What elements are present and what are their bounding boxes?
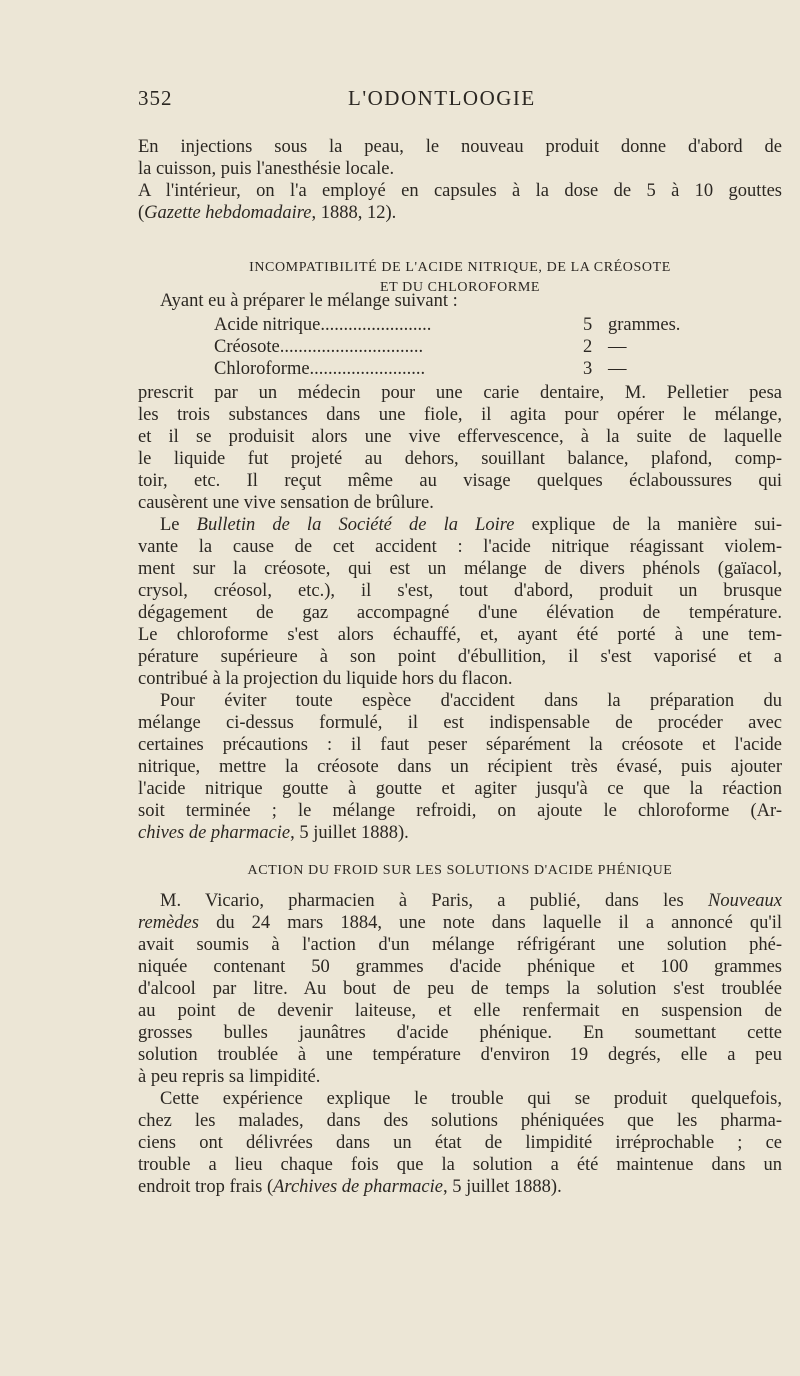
- recipe-unit: —: [608, 337, 627, 357]
- recipe-ingredient: Créosote...............................: [214, 337, 424, 357]
- text-line: Le Bulletin de la Société de la Loire explique de la manière sui-: [160, 515, 782, 535]
- recipe-intro: Ayant eu à préparer le mélange suivant :: [160, 291, 458, 311]
- text-line: soit terminée ; le mélange refroidi, on ajoute le chloroforme (Ar-: [138, 801, 782, 821]
- text-line: et il se produisit alors une vive effervescence, à la suite de laquelle: [138, 427, 782, 447]
- text-line: trouble a lieu chaque fois que la solution a été maintenue dans un: [138, 1155, 782, 1175]
- text-line: ciens ont délivrées dans un état de limpidité irréprochable ; ce: [138, 1133, 782, 1153]
- text-line: d'alcool par litre. Au bout de peu de temps la solution s'est troublée: [138, 979, 782, 999]
- text-line: les trois substances dans une fiole, il agita pour opérer le mélange,: [138, 405, 782, 425]
- text-line: mélange ci-dessus formulé, il est indispensable de procéder avec: [138, 713, 782, 733]
- page-header: [138, 86, 782, 116]
- text-line: En injections sous la peau, le nouveau produit donne d'abord de: [138, 137, 782, 157]
- text-line: remèdes du 24 mars 1884, une note dans laquelle il a annoncé qu'il: [138, 913, 782, 933]
- recipe-unit: grammes.: [608, 315, 681, 335]
- citation-line: (Gazette hebdomadaire, 1888, 12).: [138, 203, 397, 223]
- page-number: 352: [138, 86, 173, 110]
- text-line: Le chloroforme s'est alors échauffé, et, ayant été porté à une tem-: [138, 625, 782, 645]
- text-line: certaines précautions : il faut peser séparément la créosote et l'acide: [138, 735, 782, 755]
- text-line: Pour éviter toute espèce d'accident dans la préparation du: [160, 691, 782, 711]
- text-line: M. Vicario, pharmacien à Paris, a publié, dans les Nouveaux: [160, 891, 782, 911]
- recipe-quantity: 5: [583, 315, 593, 335]
- recipe-ingredient: Acide nitrique........................: [214, 315, 432, 335]
- recipe-quantity: 2: [583, 337, 593, 357]
- text-line: prescrit par un médecin pour une carie dentaire, M. Pelletier pesa: [138, 383, 782, 403]
- text-line: contribué à la projection du liquide hors du flacon.: [138, 669, 513, 689]
- text-line: l'acide nitrique goutte à goutte et agiter jusqu'à ce que la réaction: [138, 779, 782, 799]
- citation-line: chives de pharmacie, 5 juillet 1888).: [138, 823, 409, 843]
- recipe-ingredient: Chloroforme.........................: [214, 359, 426, 379]
- text-line: Cette expérience explique le trouble qui se produit quelquefois,: [160, 1089, 782, 1109]
- citation-line: endroit trop frais (Archives de pharmacie, 5 juillet 1888).: [138, 1177, 562, 1197]
- text-line: ment sur la créosote, qui est un mélange de divers phénols (gaïacol,: [138, 559, 782, 579]
- text-line: nitrique, mettre la créosote dans un récipient très évasé, puis ajouter: [138, 757, 782, 777]
- text-line: crysol, créosol, etc.), il s'est, tout d'abord, produit un brusque: [138, 581, 782, 601]
- text-line: chez les malades, dans des solutions phéniquées que les pharma-: [138, 1111, 782, 1131]
- text-line: toir, etc. Il reçut même au visage quelques éclaboussures qui: [138, 471, 782, 491]
- text-line: dégagement de gaz accompagné d'une élévation de température.: [138, 603, 782, 623]
- recipe-quantity: 3: [583, 359, 593, 379]
- section-title: INCOMPATIBILITÉ DE L'ACIDE NITRIQUE, DE LA CRÉOSOTE: [249, 260, 671, 275]
- text-line: avait soumis à l'action d'un mélange réfrigérant une solution phé-: [138, 935, 782, 955]
- text-line: niquée contenant 50 grammes d'acide phénique et 100 grammes: [138, 957, 782, 977]
- text-line: à peu repris sa limpidité.: [138, 1067, 321, 1087]
- text-line: grosses bulles jaunâtres d'acide phénique. En soumettant cette: [138, 1023, 782, 1043]
- recipe-unit: —: [608, 359, 627, 379]
- text-line: pérature supérieure à son point d'ébullition, il s'est vaporisé et a: [138, 647, 782, 667]
- text-line: causèrent une vive sensation de brûlure.: [138, 493, 434, 513]
- text-line: la cuisson, puis l'anesthésie locale.: [138, 159, 395, 179]
- running-title: L'ODONTLOOGIE: [348, 86, 536, 110]
- text-line: vante la cause de cet accident : l'acide nitrique réagissant violem-: [138, 537, 782, 557]
- section-title: ET DU CHLOROFORME: [379, 280, 541, 295]
- section-title: ACTION DU FROID SUR LES SOLUTIONS D'ACIDE PHÉNIQUE: [247, 863, 673, 878]
- text-line: au point de devenir laiteuse, et elle renfermait en suspension de: [138, 1001, 782, 1021]
- text-line: solution troublée à une température d'environ 19 degrés, elle a peu: [138, 1045, 782, 1065]
- text-line: le liquide fut projeté au dehors, souillant balance, plafond, comp-: [138, 449, 782, 469]
- text-line: A l'intérieur, on l'a employé en capsules à la dose de 5 à 10 gouttes: [138, 181, 782, 201]
